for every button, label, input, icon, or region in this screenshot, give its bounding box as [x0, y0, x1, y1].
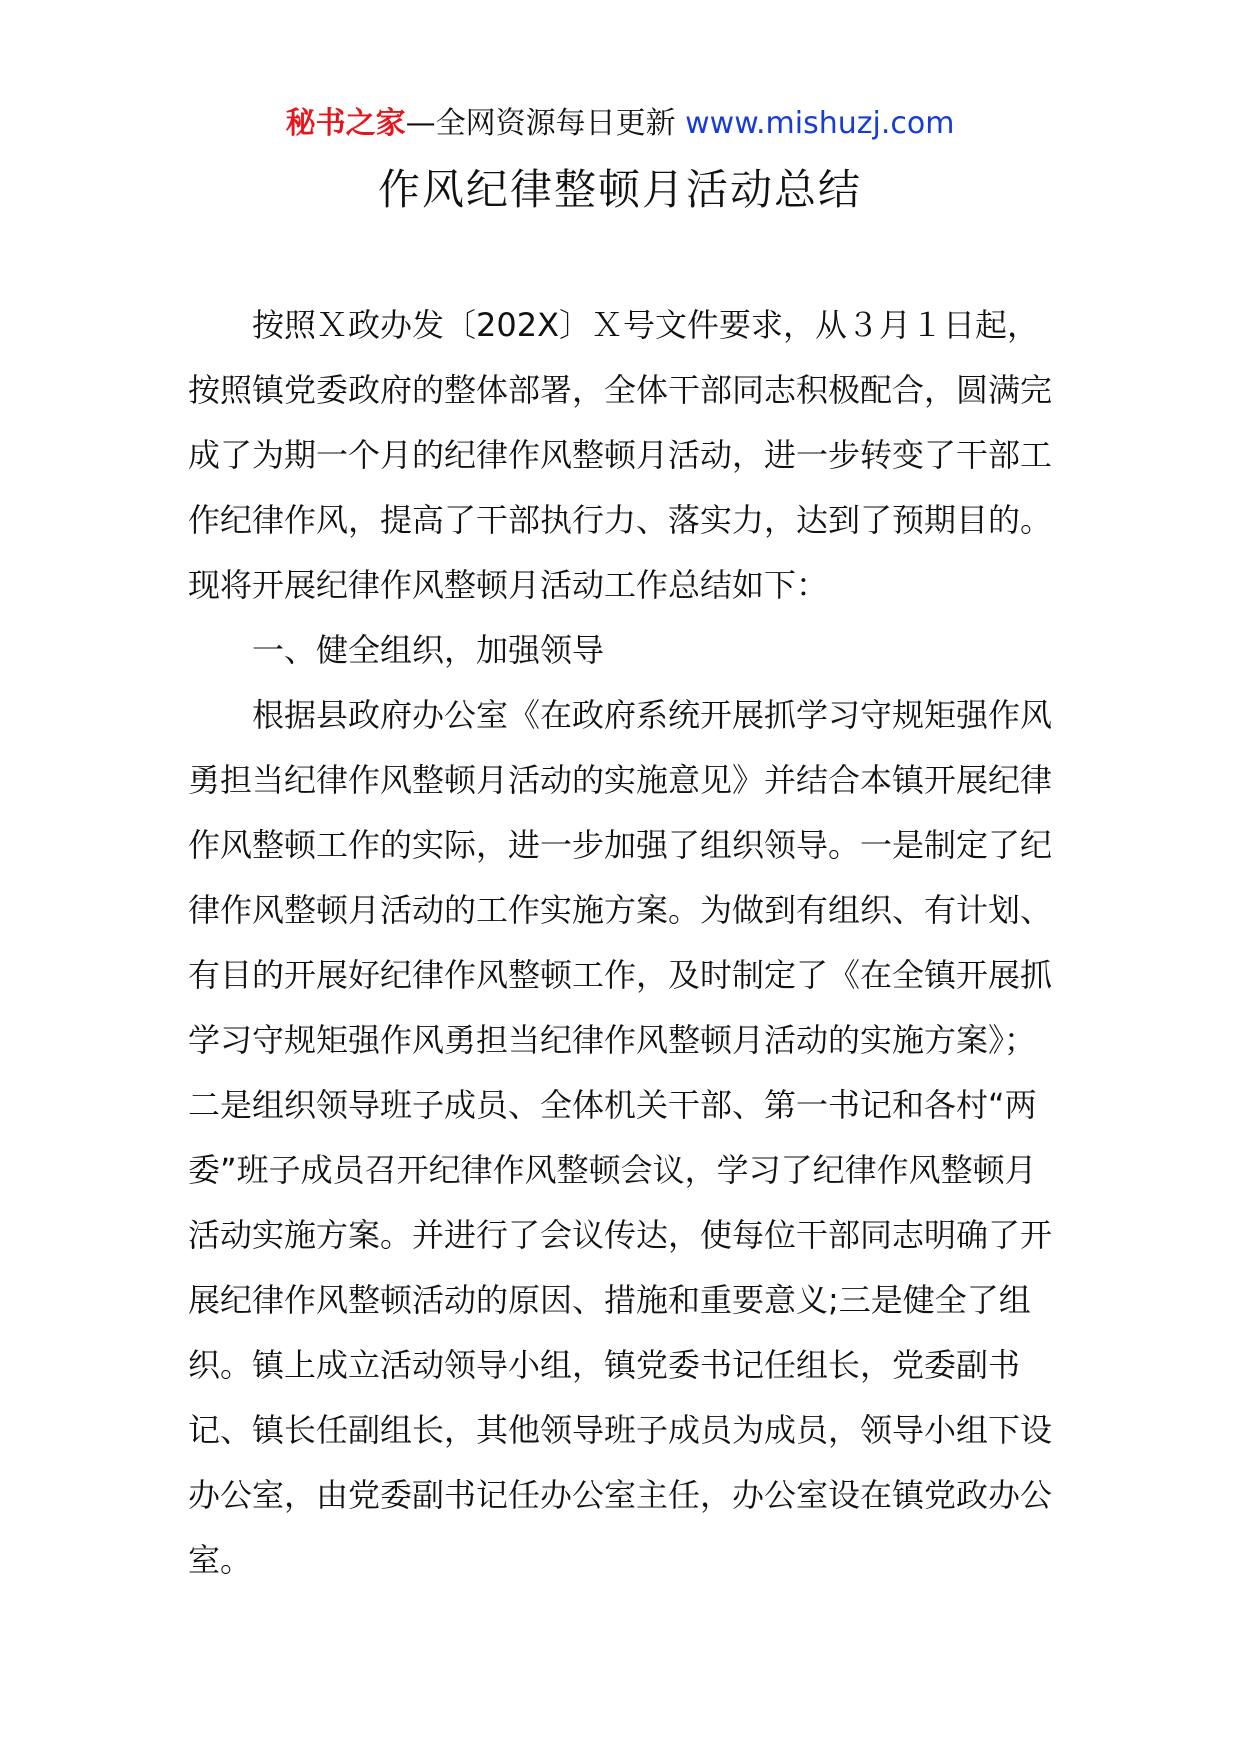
document-title: 作风纪律整顿月活动总结 — [377, 165, 862, 214]
document-body — [188, 293, 1058, 1593]
section-heading: 一、健全组织，加强领导 — [252, 631, 605, 669]
intro-paragraph: 按照Ｘ政办发〔202X〕Ｘ号文件要求，从３月１日起，按照镇党委政府的整体部署，全体干部同志积极配合，圆满完成了为期一个月的纪律作风整顿月活动，进一步转变了干部工作纪律作风，提高了干部执行力、落实力，达到了预期目的。现将开展纪律作风整顿月活动工作总结如下： — [188, 306, 1053, 604]
site-url-link[interactable]: www.mishuzj.com — [685, 106, 955, 141]
section-paragraph: 根据县政府办公室《在政府系统开展抓学习守规矩强作风勇担当纪律作风整顿月活动的实施意见》并结合本镇开展纪律作风整顿工作的实际，进一步加强了组织领导。一是制定了纪律作风整顿月活动的工作实施方案。为做到有组织、有计划、有目的开展好纪律作风整顿工作，及时制定了《在全镇开展抓学习守规矩强作风勇担当纪律作风整顿月活动的实施方案》；二是组织领导班子成员、全体机关干部、第一书记和各村“两委”班子成员召开纪律作风整顿会议，学习了纪律作风整顿月活动实施方案。并进行了会议传达，使每位干部同志明确了开展纪律作风整顿活动的原因、措施和重要意义;三是健全了组织。镇上成立活动领导小组，镇党委书记任组长，党委副书记、镇长任副组长，其他领导班子成员为成员，领导小组下设办公室，由党委副书记任办公室主任，办公室设在镇党政办公室。 — [188, 696, 1053, 1579]
brand-name: 秘书之家 — [285, 106, 406, 141]
site-header — [0, 104, 1240, 144]
header-tagline: —全网资源每日更新 — [405, 106, 686, 141]
